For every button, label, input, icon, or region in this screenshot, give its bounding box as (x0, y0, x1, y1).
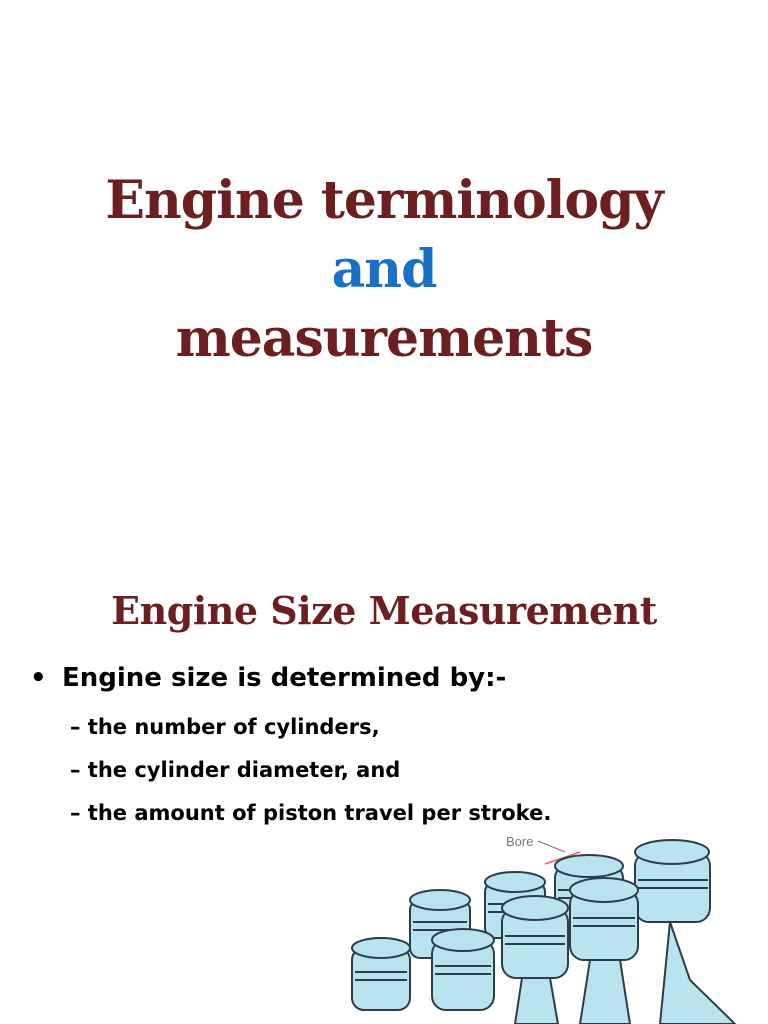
piston-front-mid (502, 896, 568, 1024)
slide-title: Engine Size Measurement (111, 588, 657, 633)
sub-item-diameter: – the cylinder diameter, and (70, 758, 401, 782)
title-block (0, 165, 768, 375)
bullet-dot: • (30, 663, 47, 693)
title-line-1: Engine terminology (105, 170, 663, 231)
piston-back-right (635, 840, 710, 922)
sub-list (70, 706, 730, 835)
piston-front-right (570, 878, 638, 1024)
sub-item-cylinders: – the number of cylinders, (70, 715, 380, 739)
piston-group (352, 840, 735, 1024)
piston-front-far-left (352, 938, 410, 1010)
piston-front-left (432, 929, 494, 1010)
connecting-rods (660, 922, 735, 1024)
sub-item-stroke: – the amount of piston travel per stroke. (70, 801, 552, 825)
bore-label-text: Bore (506, 834, 534, 849)
bullet-text: Engine size is determined by:- (62, 663, 507, 693)
title-line-2: and (331, 239, 437, 300)
pistons-illustration (340, 830, 760, 1024)
bore-leader-line (538, 841, 565, 852)
bullet-list (30, 660, 730, 835)
title-line-3: measurements (175, 308, 593, 369)
bullet-item (30, 660, 730, 696)
engine-size-slide (0, 560, 768, 1024)
